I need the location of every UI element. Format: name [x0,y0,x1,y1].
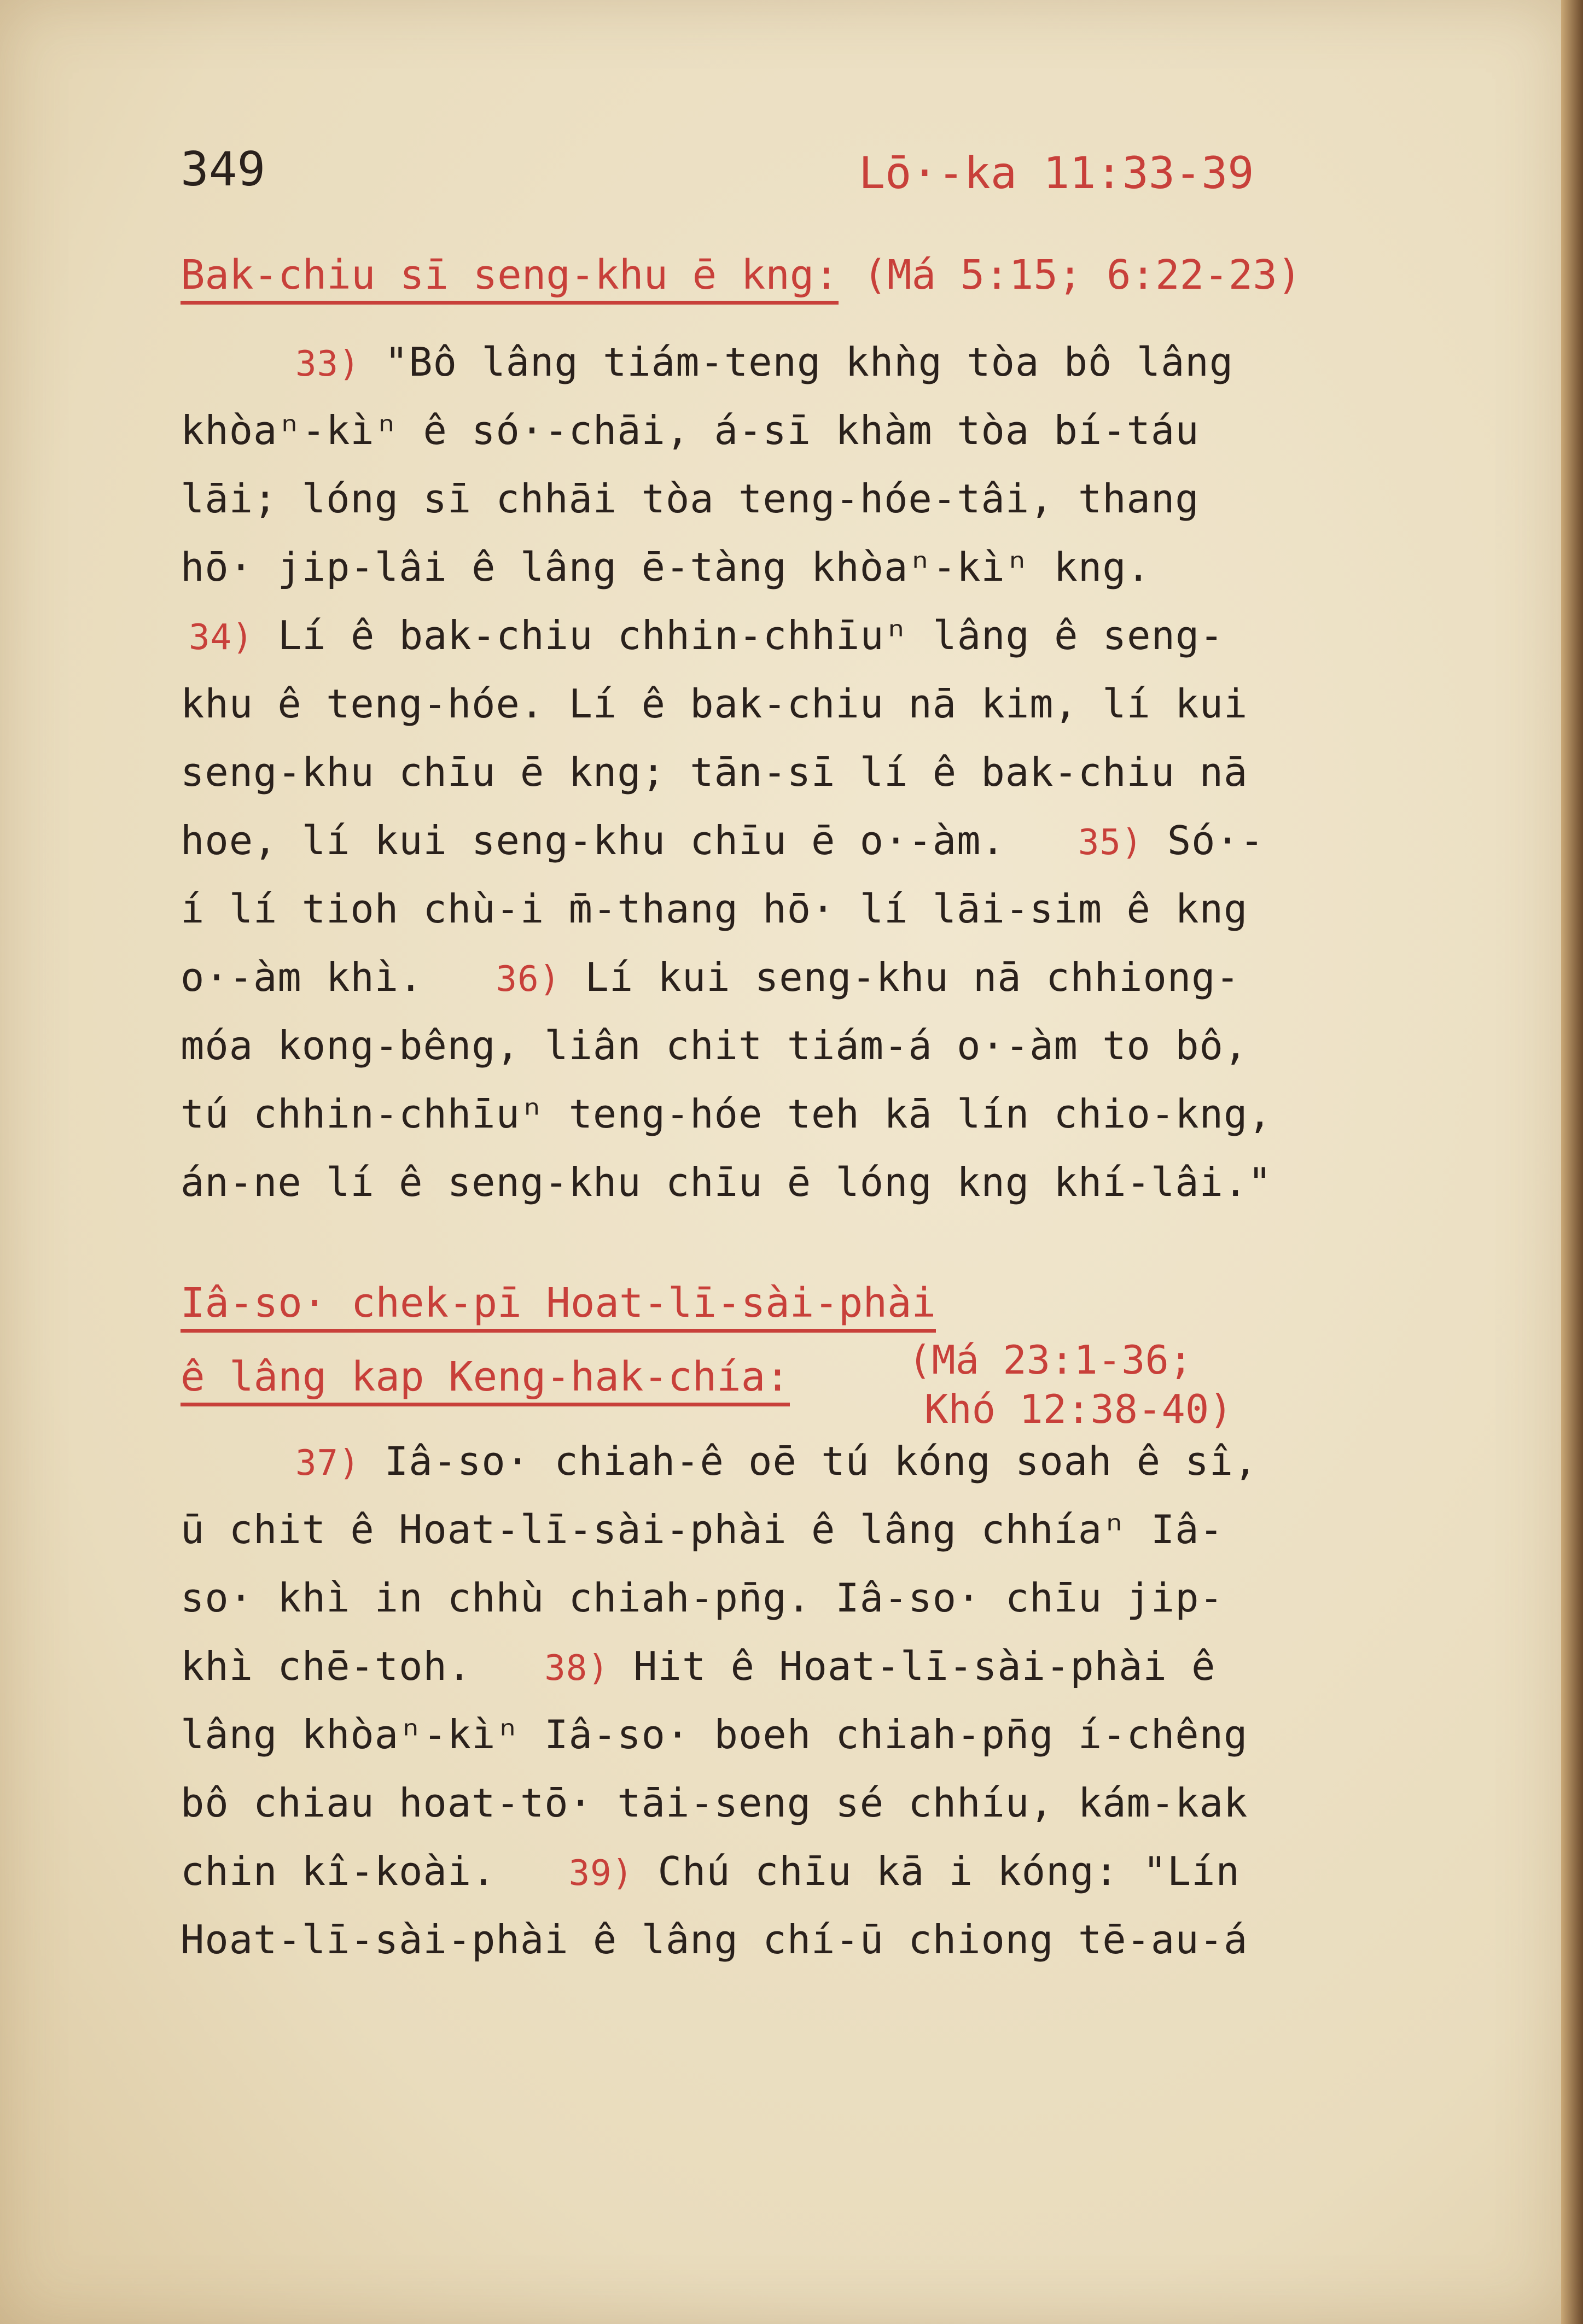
line-text: khu ê teng-hóe. Lí ê bak-chiu nā kim, lí kui [181,681,1248,727]
verse-number: 36) [496,959,561,1000]
line-text: khì chē-toh. [181,1643,472,1689]
running-head: Lō·-ka 11:33-39 [859,148,1254,198]
text-line [181,544,1151,590]
verse-number: 33) [295,344,360,384]
text-line [181,749,1248,795]
text-line [181,1023,1248,1068]
line-text: khòaⁿ-kìⁿ ê só·-chāi, á-sī khàm tòa bí-táu [181,407,1200,453]
text-line [181,1712,1248,1757]
text-line [295,339,1233,385]
verse-number: 34) [189,617,254,658]
text-line [181,1506,1224,1552]
line-text: Lí ê bak-chiu chhin-chhīuⁿ lâng ê seng- [277,612,1224,658]
text-line [181,886,1248,932]
line-text: bô chiau hoat-tō· tāi-seng sé chhíu, kám-kak [181,1780,1248,1826]
line-text: o·-àm khì. [181,954,423,1000]
line-text: chin kî-koài. [181,1848,496,1894]
page-number: 349 [181,142,266,197]
line-text: Lí kui seng-khu nā chhiong- [585,954,1240,1000]
line-text: móa kong-bêng, liân chit tiám-á o·-àm to bô, [181,1023,1248,1068]
line-text: hoe, lí kui seng-khu chīu ē o·-àm. [181,818,1005,863]
text-line [181,1917,1248,1963]
book-spine-edge [1561,0,1583,2324]
verse-number: 35) [1078,822,1143,863]
text-line [181,818,1264,863]
text-line [181,1780,1248,1826]
text-line [181,1643,1216,1689]
text-line [181,1091,1272,1137]
line-text: seng-khu chīu ē kng; tān-sī lí ê bak-chiu nā [181,749,1248,795]
line-text: Hit ê Hoat-lī-sài-phài ê [633,1643,1216,1689]
line-text: Chú chīu kā i kóng: "Lín [657,1848,1240,1894]
text-line [189,612,1224,658]
section-reference: (Má 5:15; 6:22-23) [863,252,1302,299]
section-title-line2: ê lâng kap Keng-hak-chía: [181,1353,790,1406]
verse-number: 37) [295,1443,360,1484]
line-text: í lí tioh chù-i m̄-thang hō· lí lāi-sim ê kng [181,886,1248,932]
section-heading-1 [181,252,1301,299]
text-line [181,681,1248,727]
section-heading-2 [181,1280,936,1327]
section-title: Bak-chiu sī seng-khu ē kng: [181,252,839,305]
text-line [181,1848,1240,1894]
text-line [181,407,1200,453]
text-line [295,1438,1258,1484]
line-text: so· khì in chhù chiah-pn̄g. Iâ-so· chīu jip- [181,1575,1224,1621]
verse-number: 39) [568,1853,634,1894]
section-reference-line1: (Má 23:1-36; [908,1337,1193,1383]
line-text: án-ne lí ê seng-khu chīu ē lóng kng khí-lâi." [181,1159,1272,1205]
section-heading-2b [181,1353,790,1400]
text-line [181,954,1240,1000]
section-reference-line2: Khó 12:38-40) [924,1386,1233,1432]
line-text: lāi; lóng sī chhāi tòa teng-hóe-tâi, thang [181,476,1200,522]
line-text: ū chit ê Hoat-lī-sài-phài ê lâng chhíaⁿ Iâ- [181,1506,1224,1552]
line-text: tú chhin-chhīuⁿ teng-hóe teh kā lín chio-kng, [181,1091,1272,1137]
line-text: Hoat-lī-sài-phài ê lâng chí-ū chiong tē-au-á [181,1917,1248,1963]
page-header [181,142,1422,213]
text-line [181,1575,1224,1621]
section-title-line1: Iâ-so· chek-pī Hoat-lī-sài-phài [181,1280,936,1333]
line-text: Iâ-so· chiah-ê oē tú kóng soah ê sî, [384,1438,1258,1484]
line-text: lâng khòaⁿ-kìⁿ Iâ-so· boeh chiah-pn̄g í-chêng [181,1712,1248,1757]
text-line [181,1159,1272,1205]
line-text: Só·- [1167,818,1265,863]
line-text: hō· jip-lâi ê lâng ē-tàng khòaⁿ-kìⁿ kng. [181,544,1151,590]
line-text: "Bô lâng tiám-teng khǹg tòa bô lâng [384,339,1234,385]
verse-number: 38) [544,1648,609,1689]
text-line [181,476,1200,522]
